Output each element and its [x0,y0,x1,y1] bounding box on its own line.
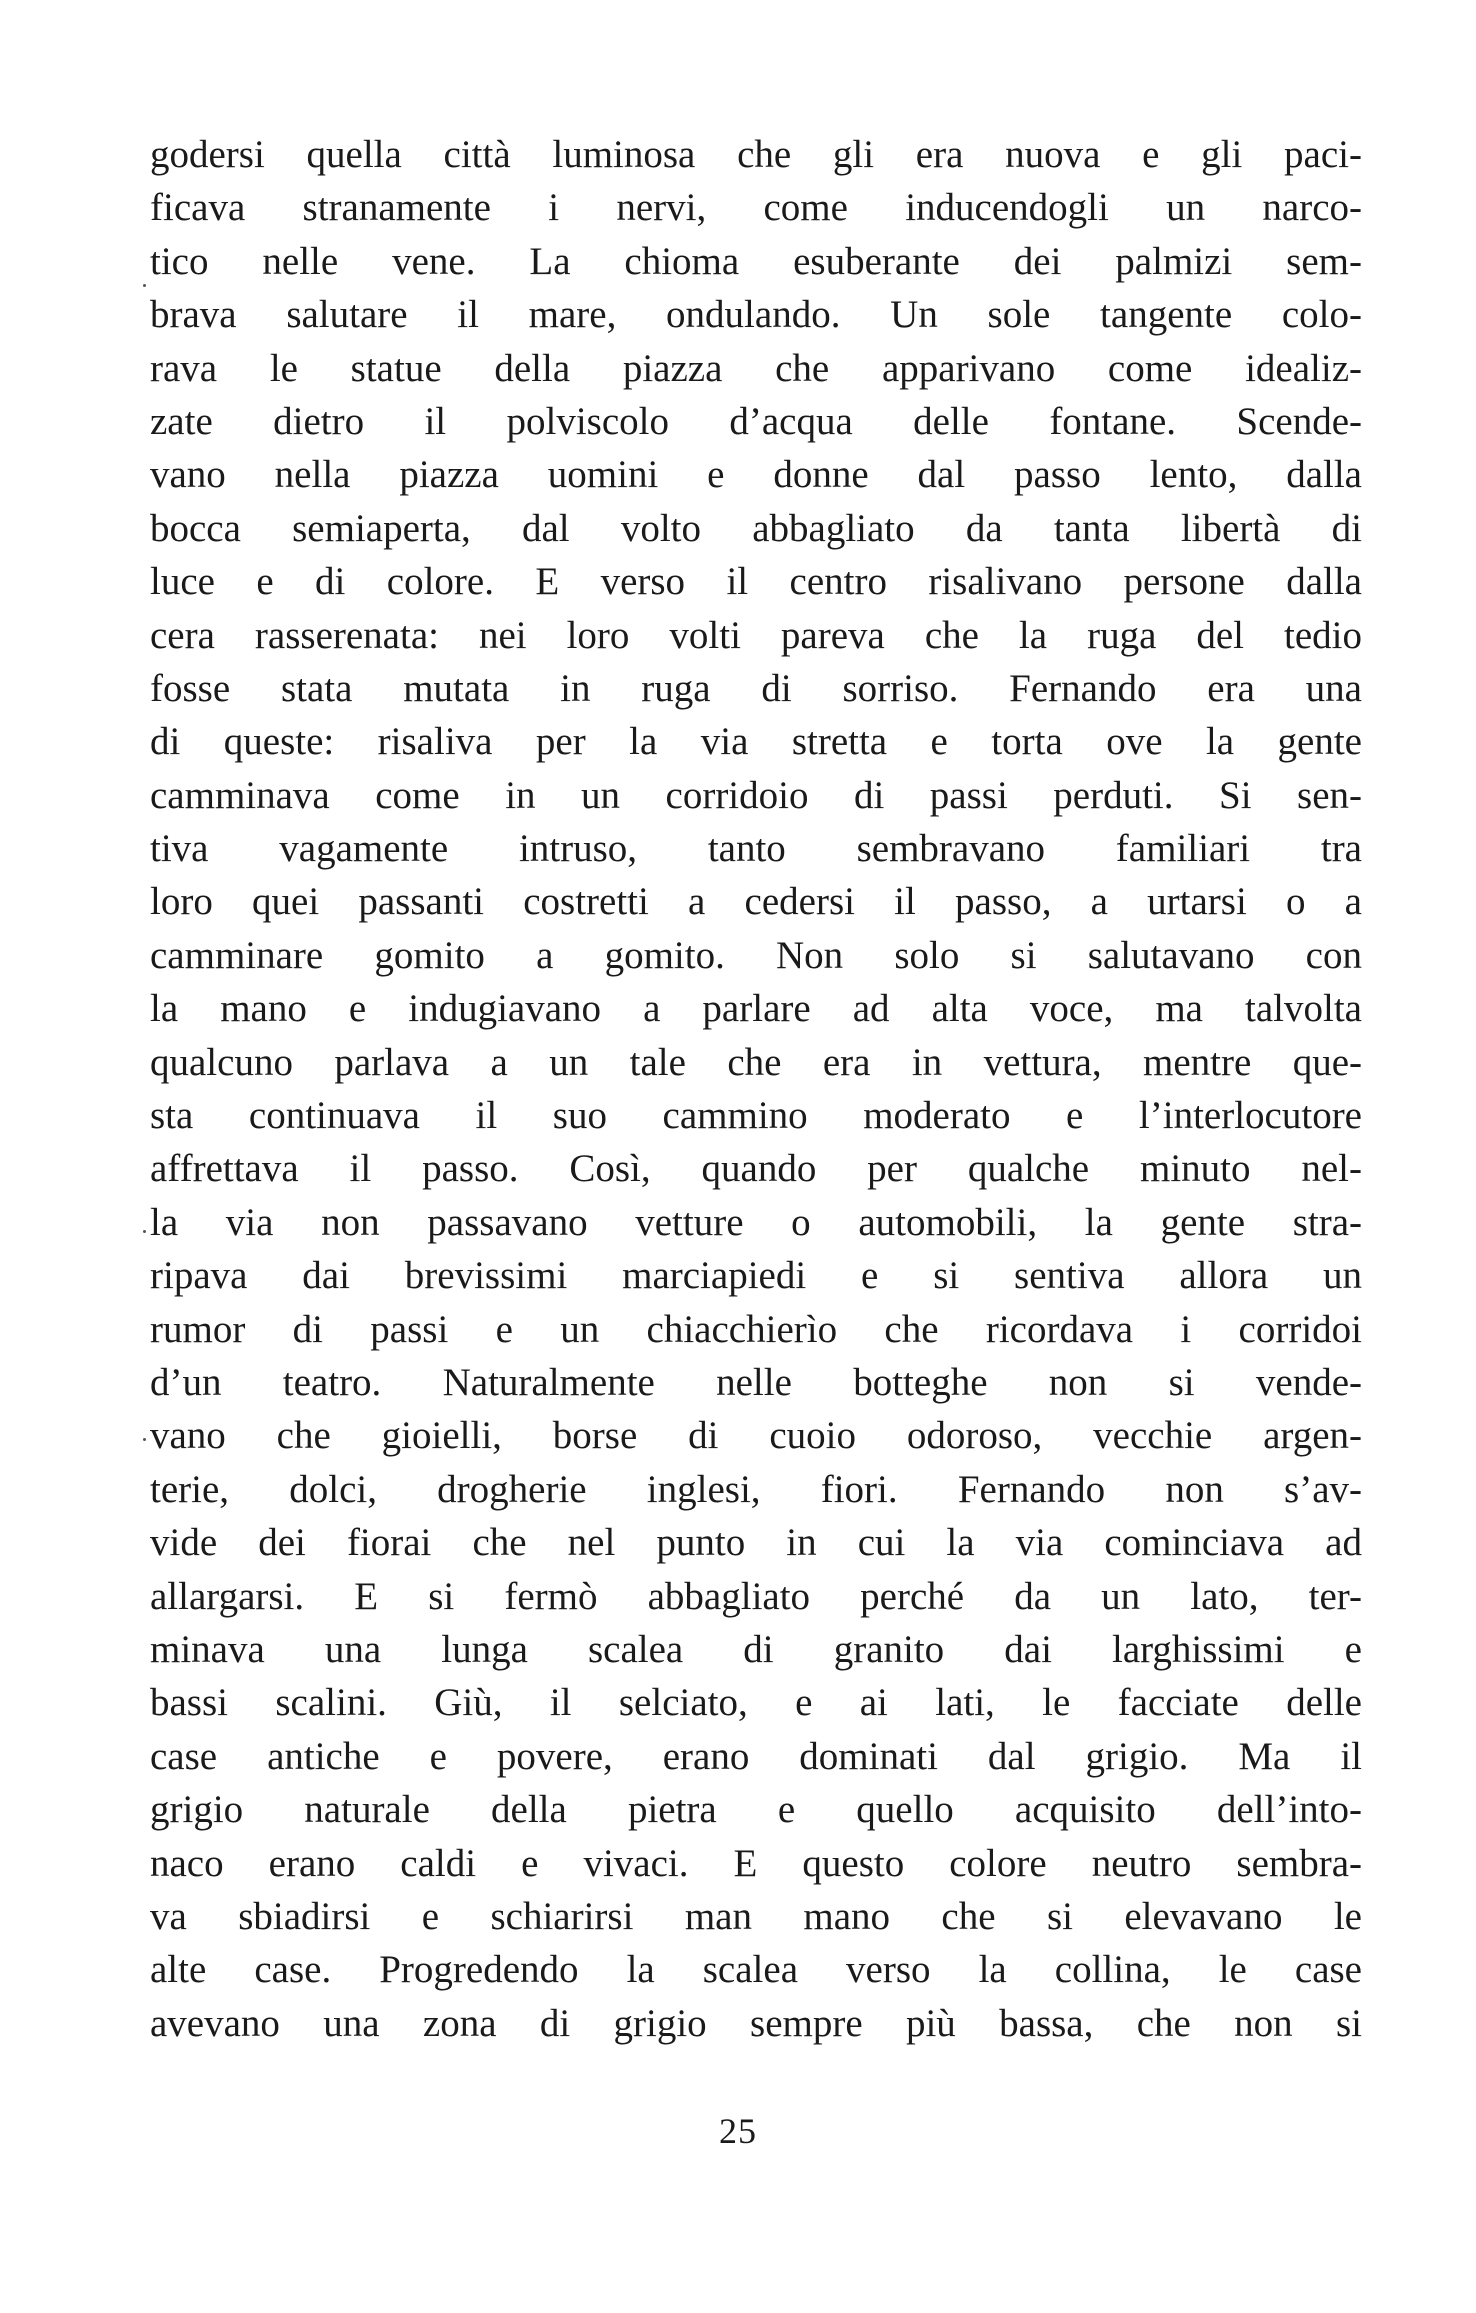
text-line: cera rasserenata: nei loro volti pareva che la ruga del tedio [150,613,1362,657]
text-line: d’un teatro. Naturalmente nelle botteghe non si vende- [150,1360,1362,1404]
text-line: bocca semiaperta, dal volto abbagliato da tanta libertà di [150,506,1362,550]
text-line: vano nella piazza uomini e donne dal passo lento, dalla [150,453,1362,497]
body-text [150,128,1362,2050]
margin-speck [143,1230,146,1233]
text-line: di queste: risaliva per la via stretta e torta ove la gente [150,720,1362,764]
page-number: 25 [719,2111,757,2151]
text-line: terie, dolci, drogherie inglesi, fiori. Fernando non s’av- [150,1467,1362,1511]
text-line: loro quei passanti costretti a cedersi il passo, a urtarsi o a [150,880,1362,924]
text-line: case antiche e povere, erano dominati dal grigio. Ma il [150,1734,1362,1778]
margin-speck [143,1438,146,1441]
text-line: vide dei fiorai che nel punto in cui la via cominciava ad [150,1521,1362,1565]
text-line: rumor di passi e un chiacchierìo che ricordava i corridoi [150,1307,1362,1351]
text-line: zate dietro il polviscolo d’acqua delle fontane. Scende- [150,399,1362,443]
text-line: ficava stranamente i nervi, come inducendogli un narco- [150,186,1362,230]
text-line: va sbiadirsi e schiarirsi man mano che si elevavano le [150,1894,1362,1938]
text-line: fosse stata mutata in ruga di sorriso. Fernando era una [150,666,1362,710]
text-line: ripava dai brevissimi marciapiedi e si sentiva allora un [150,1254,1362,1298]
text-line: sta continuava il suo cammino moderato e l’interlocutore [150,1094,1362,1138]
text-line: vano che gioielli, borse di cuoio odoroso, vecchie argen- [150,1414,1362,1458]
text-line: tiva vagamente intruso, tanto sembravano familiari tra [150,827,1362,871]
text-line: avevano una zona di grigio sempre più bassa, che non si [150,2001,1362,2045]
text-line: brava salutare il mare, ondulando. Un sole tangente colo- [150,293,1362,337]
text-line: godersi quella città luminosa che gli era nuova e gli paci- [150,133,1362,176]
text-line: minava una lunga scalea di granito dai larghissimi e [150,1627,1362,1671]
text-line: camminava come in un corridoio di passi perduti. Si sen- [150,773,1362,817]
text-line: allargarsi. E si fermò abbagliato perché da un lato, ter- [150,1574,1362,1618]
text-line: qualcuno parlava a un tale che era in vettura, mentre que- [150,1040,1362,1084]
margin-speck [143,284,146,287]
text-line: la via non passavano vetture o automobili, la gente stra- [150,1200,1362,1244]
text-line: tico nelle vene. La chioma esuberante dei palmizi sem- [150,239,1362,283]
text-line: alte case. Progredendo la scalea verso la collina, le case [150,1948,1362,1992]
text-line: luce e di colore. E verso il centro risalivano persone dalla [150,560,1362,604]
text-line: naco erano caldi e vivaci. E questo colore neutro sembra- [150,1841,1362,1885]
text-line: rava le statue della piazza che apparivano come idealiz- [150,346,1362,390]
text-line: la mano e indugiavano a parlare ad alta voce, ma talvolta [150,987,1362,1031]
text-line: camminare gomito a gomito. Non solo si salutavano con [150,933,1362,977]
text-line: bassi scalini. Giù, il selciato, e ai lati, le facciate delle [150,1681,1362,1725]
text-line: grigio naturale della pietra e quello acquisito dell’into- [150,1788,1362,1832]
text-line: affrettava il passo. Così, quando per qualche minuto nel- [150,1147,1362,1191]
